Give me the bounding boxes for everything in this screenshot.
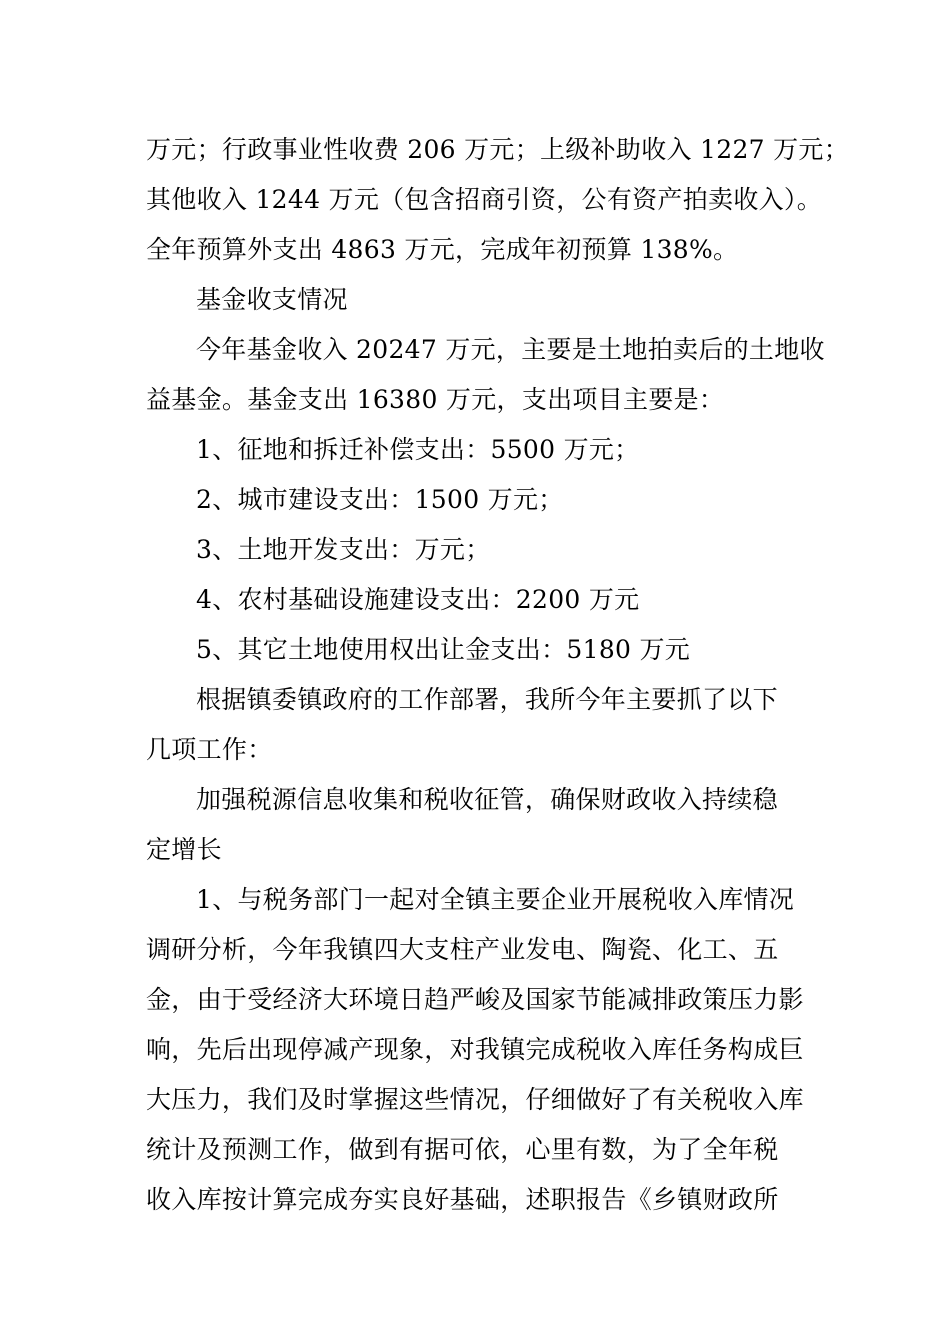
list-item: 4、农村基础设施建设支出：2200 万元 (196, 585, 640, 614)
text-line: 大压力，我们及时掌握这些情况，仔细做好了有关税收入库 (146, 1085, 804, 1114)
text-line: 收入库按计算完成夯实良好基础，述职报告《乡镇财政所 (146, 1185, 779, 1214)
text-line: 统计及预测工作，做到有据可依，心里有数，为了全年税 (146, 1135, 779, 1164)
text-line: 1、与税务部门一起对全镇主要企业开展税收入库情况 (196, 885, 795, 914)
text-line: 其他收入 1244 万元（包含招商引资，公有资产拍卖收入）。 (146, 185, 823, 214)
section-heading: 定增长 (146, 835, 222, 864)
text-line: 益基金。基金支出 16380 万元，支出项目主要是： (146, 385, 725, 414)
text-line: 全年预算外支出 4863 万元，完成年初预算 138%。 (146, 235, 739, 264)
section-heading: 基金收支情况 (196, 285, 348, 314)
text-line: 根据镇委镇政府的工作部署，我所今年主要抓了以下 (196, 685, 778, 714)
list-item: 2、城市建设支出：1500 万元； (196, 485, 564, 514)
text-line: 调研分析，今年我镇四大支柱产业发电、陶瓷、化工、五 (146, 935, 779, 964)
text-line: 今年基金收入 20247 万元，主要是土地拍卖后的土地收 (196, 335, 825, 364)
list-item: 5、其它土地使用权出让金支出：5180 万元 (196, 635, 691, 664)
text-line: 金，由于受经济大环境日趋严峻及国家节能减排政策压力影 (146, 985, 804, 1014)
list-item: 1、征地和拆迁补偿支出：5500 万元； (196, 435, 640, 464)
section-heading: 加强税源信息收集和税收征管，确保财政收入持续稳 (196, 785, 778, 814)
text-line: 响，先后出现停减产现象，对我镇完成税收入库任务构成巨 (146, 1035, 804, 1064)
list-item: 3、土地开发支出：万元； (196, 535, 491, 564)
text-line: 万元；行政事业性收费 206 万元；上级补助收入 1227 万元； (146, 135, 850, 164)
text-line: 几项工作： (146, 735, 273, 764)
